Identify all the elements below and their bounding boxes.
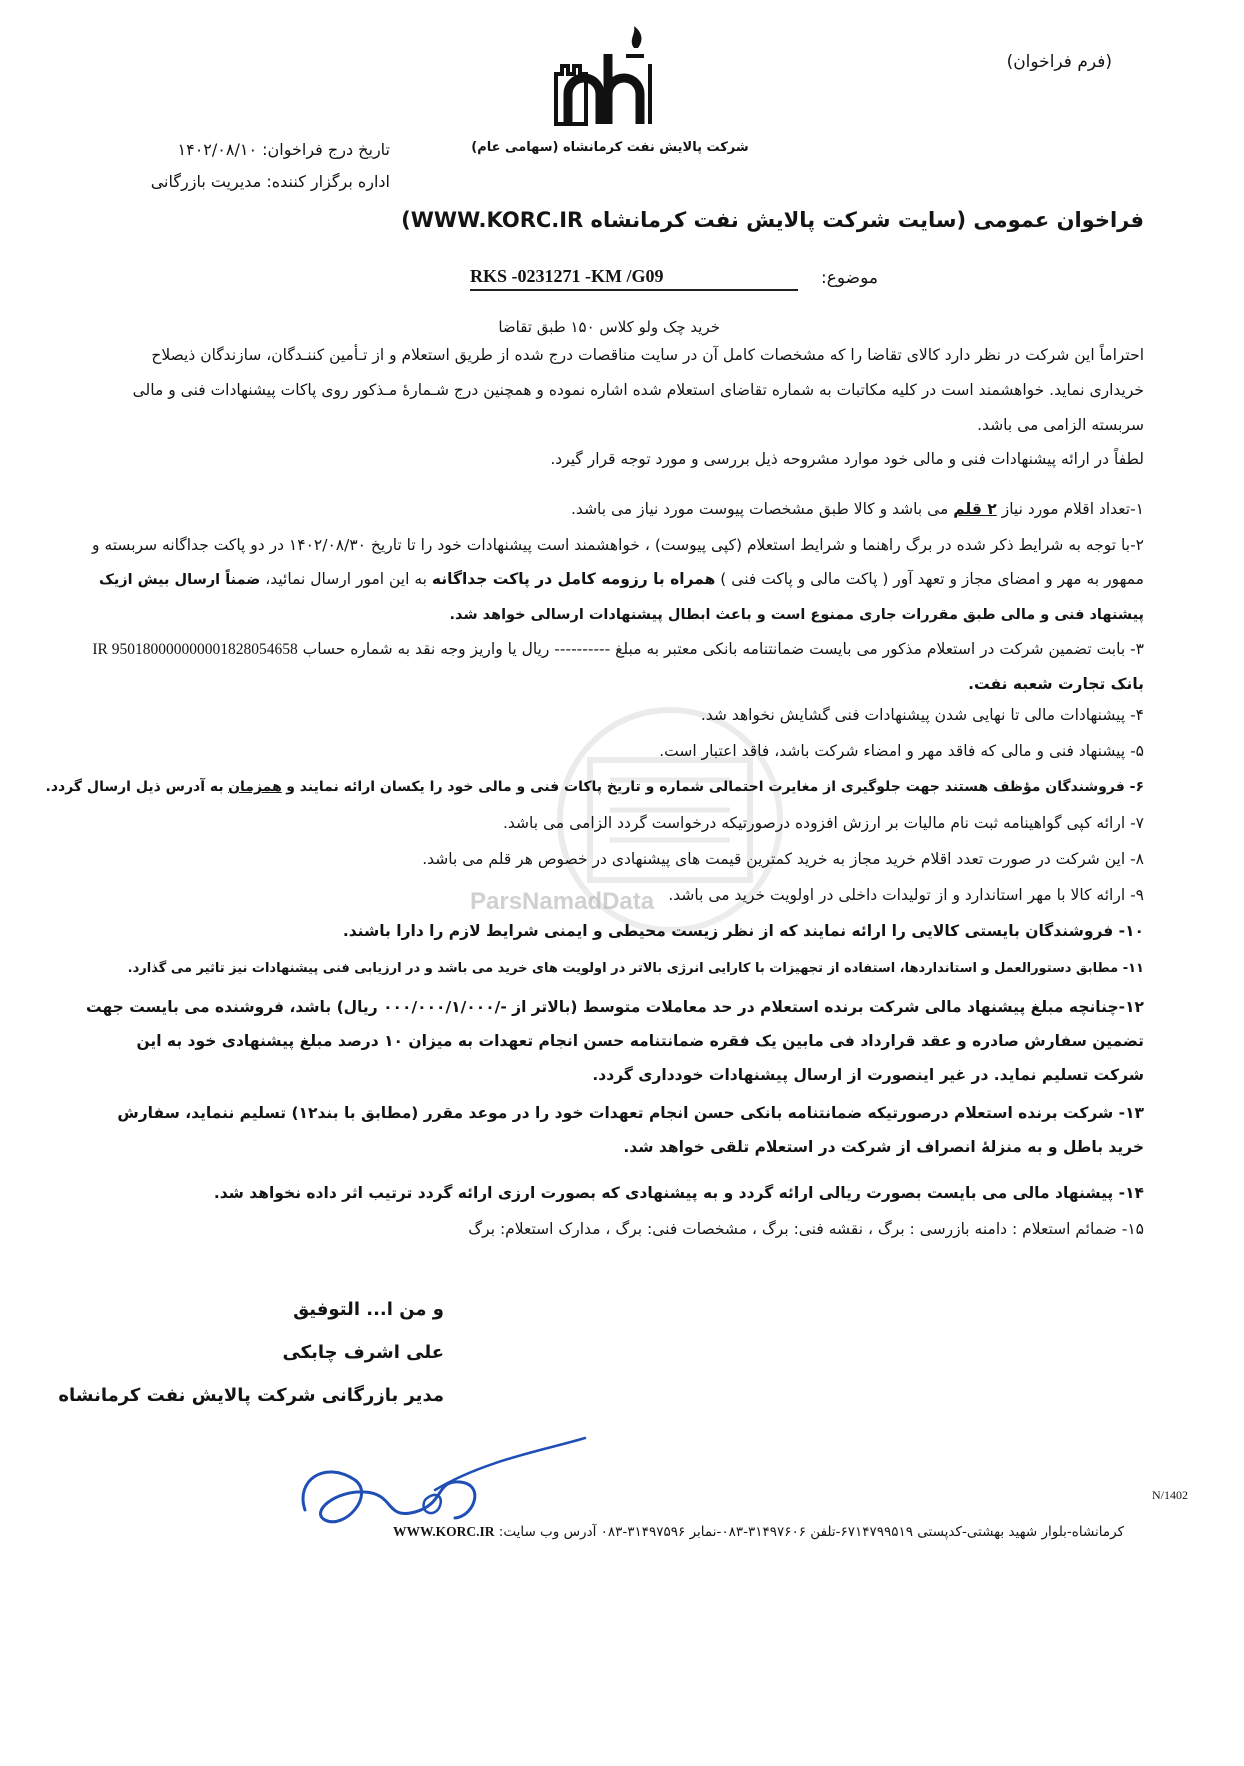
signatory-name: علی اشرف چابکی (282, 1342, 444, 1363)
intro-paragraph: احتراماً این شرکت در نظر دارد کالای تقاضا را که مشخصات کامل آن در سایت مناقصات درج شده از طریق استعلام و از تـأمین کننـدگان، سازندگان ذیصلاح خریداری نماید. خواهشمند است در کلیه مکاتبات به شماره تقاضای استعلام شده اشاره نموده و همچنین درج شـمارهٔ مـذکور روی پاکات پیشنهادات فنی و مالی سربسته الزامی می باشد. (132, 346, 1144, 434)
item-3-text-a: ۳- بابت تضمین شرکت در استعلام مذکور می بایست ضمانتنامه بانکی معتبر به مبلغ ---------- ریال یا واریز وجه نقد به شماره حساب (302, 640, 1144, 658)
item-6-text-b: به آدرس ذیل ارسال گردد. (45, 779, 224, 795)
item-2-text-b: به این امور ارسال نمائید، (265, 570, 427, 588)
item-8: ۸- این شرکت در صورت تعدد اقلام خرید مجاز به خرید کمترین قیمت های پیشنهادی در خصوص هر قلم می باشد. (422, 850, 1144, 868)
item-2-resume-note: همراه با رزومه کامل در پاکت جداگانه (431, 570, 716, 588)
item-14: ۱۴- پیشنهاد مالی می بایست بصورت ریالی ارائه گردد و به پیشنهادی که بصورت ارزی ارائه گردد ترتیب اثر داده نخواهد شد. (213, 1184, 1144, 1202)
subject-label: موضوع: (821, 268, 878, 288)
item-12: ۱۲-چنانچه مبلغ پیشنهاد مالی شرکت برنده استعلام در حد معاملات متوسط (بالاتر از -/۰۰۰/۰۰۰/۱/۰۰۰ ریال) باشد، فروشنده می بایست جهت تضمین سفارش صادره و عقد قرارداد فی مابین یک فقره ضمانتنامه حسن انجام تعهدات به میزان ۱۰ درصد مبلغ پیشنهادی خود به این شرکت تسلیم نماید. در غیر اینصورت از ارسال پیشنهادات خودداری گردد. (86, 998, 1144, 1084)
item-13: ۱۳- شرکت برنده استعلام درصورتیکه ضمانتنامه بانکی حسن انجام تعهدات خود را در موعد مقرر (مطابق با بند۱۲) تسلیم ننماید، سفارش خرید باطل و به منزلهٔ انصراف از شرکت در استعلام تلقی خواهد شد. (117, 1104, 1144, 1156)
organizing-department (130, 172, 390, 191)
item-1 (84, 494, 1144, 524)
signoff-block (58, 1288, 444, 1417)
item-10: ۱۰- فروشندگان بایستی کالایی را ارائه نمایند که از نظر زیست محیطی و ایمنی شرایط لازم را دارا باشند. (342, 922, 1144, 940)
department-value: مدیریت بازرگانی (150, 172, 262, 191)
item-2 (84, 528, 1144, 632)
item-1-count: ۲ قلم (953, 500, 997, 518)
watermark-text: ParsNamadData (470, 888, 655, 915)
item-7: ۷- ارائه کپی گواهینامه ثبت نام مالیات بر ارزش افزوده درصورتیکه درخواست گردد الزامی می باشد. (502, 814, 1144, 832)
item-2-text-a: ۲-با توجه به شرایط ذکر شده در برگ راهنما و شرایط استعلام (کپی پیوست) ، خواهشمند است پیشنهادات خود را تا تاریخ ۱۴۰۲/۰۸/۳۰ در دو پاکت جداگانه سربسته و ممهور به مهر و امضای مجاز و تعهد آور ( پاکت مالی و پاکت فنی ) (92, 536, 1144, 588)
form-label: (فرم فراخوان) (1006, 52, 1112, 72)
item-4: ۴- پیشنهادات مالی تا نهایی شدن پیشنهادات فنی گشایش نخواهد شد. (700, 706, 1144, 724)
footer-address-text: کرمانشاه-بلوار شهید بهشتی-کدپستی ۶۷۱۴۷۹۹۵۱۹-تلفن ۳۱۴۹۷۶۰۶-۰۸۳-نمابر ۳۱۴۹۷۵۹۶-۰۸۳ آدرس وب سایت: (498, 1524, 1124, 1540)
item-2-warning: ضمناً ارسال بیش ازیک پیشنهاد فنی و مالی طبق مقررات جاری ممنوع است و باعث ابطال پیشنهادات ارسالی خواهد شد. (98, 572, 1144, 623)
page-title: فراخوان عمومی (سایت شرکت پالایش نفت کرمانشاه WWW.KORC.IR) (401, 208, 1144, 232)
item-1-text-b: می باشد و کالا طبق مشخصات پیوست مورد نیاز می باشد. (571, 500, 949, 518)
footer-website-link[interactable]: WWW.KORC.IR (392, 1524, 495, 1539)
item-6-text-a: ۶- فروشندگان مؤظف هستند جهت جلوگیری از مغایرت احتمالی شماره و تاریخ پاکات فنی و مالی خود را یکسان ارائه نمایند و (286, 779, 1144, 795)
publish-date-label: تاریخ درج فراخوان: (262, 140, 390, 159)
refinery-logo-icon (548, 24, 666, 134)
signatory-title: مدیر بازرگانی شرکت پالایش نفت کرمانشاه (58, 1385, 444, 1406)
item-6-simultaneous: همزمان (228, 779, 282, 795)
footer-address (120, 1524, 1124, 1540)
signoff-greeting: و من ا... التوفیق (293, 1299, 444, 1320)
subject-description: خرید چک ولو کلاس ۱۵۰ طبق تقاضا (498, 318, 720, 336)
publish-date (150, 140, 390, 159)
item-3-bank: بانک تجارت شعبه نفت. (968, 675, 1144, 693)
intro-instruction: لطفاً در ارائه پیشنهادات فنی و مالی خود موارد مشروحه ذیل بررسی و مورد توجه قرار گیرد. (550, 450, 1144, 468)
company-name-small: شرکت پالایش نفت کرمانشاه (سهامی عام) (471, 140, 749, 155)
publish-date-value: ۱۴۰۲/۰۸/۱۰ (177, 140, 258, 159)
item-5: ۵- پیشنهاد فنی و مالی که فاقد مهر و امضاء شرکت باشد، فاقد اعتبار است. (659, 742, 1144, 760)
department-label: اداره برگزار کننده: (266, 172, 390, 191)
item-9: ۹- ارائه کالا با مهر استاندارد و از تولیدات داخلی در اولویت خرید می باشد. (668, 886, 1144, 904)
item-1-text-a: ۱-تعداد اقلام مورد نیاز (1001, 500, 1144, 518)
item-11: ۱۱- مطابق دستورالعمل و استانداردها، استفاده از تجهیزات با کارایی انرژی بالاتر در اولویت های خرید می باشد و در ارزیابی فنی پیشنهادات نیز تاثیر می گذارد. (127, 961, 1144, 976)
item-3-account: IR 950180000000001828054658 (92, 641, 298, 658)
item-3 (84, 632, 1144, 701)
item-15: ۱۵- ضمائم استعلام : دامنه بازرسی : برگ ، نقشه فنی: برگ ، مشخصات فنی: برگ ، مدارک استعلام: برگ (468, 1220, 1144, 1238)
reference-number: N/1402 (1152, 1488, 1188, 1502)
item-6 (45, 772, 1144, 802)
subject-code: RKS -0231271 -KM /G09 (470, 266, 798, 291)
